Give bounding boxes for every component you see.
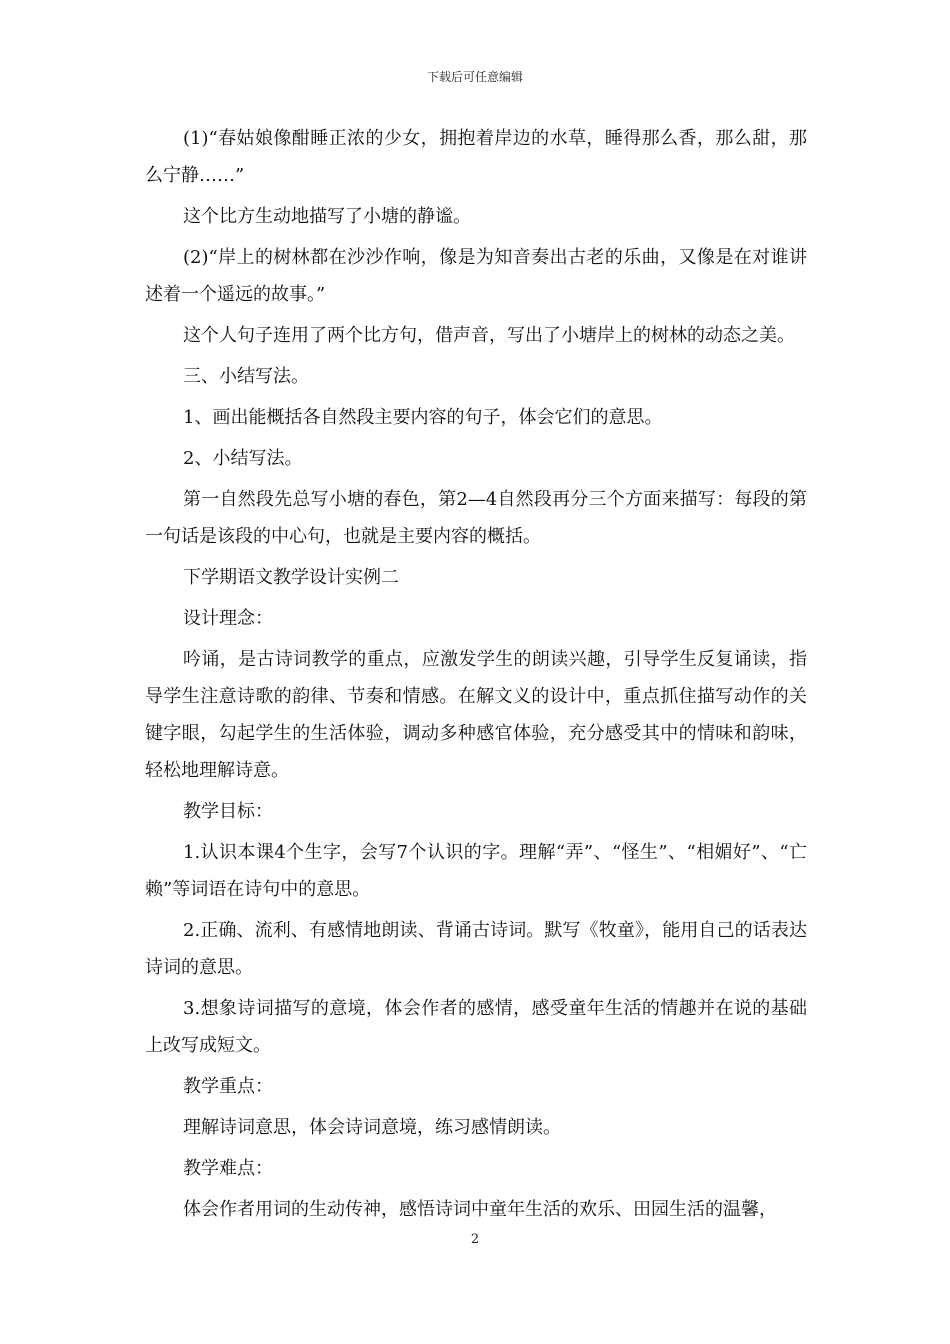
section-heading: 设计理念：	[183, 608, 273, 629]
paragraph: 2、小结写法。	[183, 448, 303, 469]
paragraph: (2)“岸上的树林都在沙沙作响，像是为知音奏出古老的乐曲，又像是在对谁讲述着一个遥远的故事。”	[145, 247, 807, 305]
paragraph: 理解诗词意思，体会诗词意境，练习感情朗读。	[183, 1117, 561, 1138]
paragraph: 吟诵，是古诗词教学的重点，应激发学生的朗读兴趣，引导学生反复诵读，指导学生注意诗歌的韵律、节奏和情感。在解文义的设计中，重点抓住描写动作的关键字眼，勾起学生的生活体验，调动多种感官体验，充分感受其中的情味和韵味，轻松地理解诗意。	[145, 649, 807, 781]
document-body	[145, 120, 807, 1232]
paragraph: 这个比方生动地描写了小塘的静谧。	[183, 206, 471, 227]
list-item: 2.正确、流利、有感情地朗读、背诵古诗词。默写《牧童》，能用自己的话表达诗词的意思。	[145, 920, 807, 978]
list-item: 3.想象诗词描写的意境，体会作者的感情，感受童年生活的情趣并在说的基础上改写成短文。	[145, 998, 807, 1056]
paragraph: 这个人句子连用了两个比方句，借声音，写出了小塘岸上的树林的动态之美。	[183, 325, 795, 346]
paragraph: (1)“春姑娘像酣睡正浓的少女，拥抱着岸边的水草，睡得那么香，那么甜，那么宁静……”	[145, 128, 807, 186]
section-title: 下学期语文教学设计实例二	[183, 567, 399, 588]
paragraph: 1、画出能概括各自然段主要内容的句子，体会它们的意思。	[183, 407, 663, 428]
section-heading: 教学目标：	[183, 801, 273, 822]
paragraph: 第一自然段先总写小塘的春色，第2—4自然段再分三个方面来描写：每段的第一句话是该段的中心句，也就是主要内容的概括。	[145, 489, 807, 547]
section-heading: 教学重点：	[183, 1076, 273, 1097]
list-item: 1.认识本课4个生字，会写7个认识的字。理解“弄”、“怪生”、“相媚好”、“亡赖”等词语在诗句中的意思。	[145, 842, 807, 900]
paragraph: 体会作者用词的生动传神，感悟诗词中童年生活的欢乐、田园生活的温馨，	[183, 1199, 777, 1220]
page-header: 下载后可任意编辑	[426, 70, 523, 84]
page-number: 2	[470, 1232, 480, 1247]
section-heading: 三、小结写法。	[183, 366, 309, 387]
section-heading: 教学难点：	[183, 1158, 273, 1179]
